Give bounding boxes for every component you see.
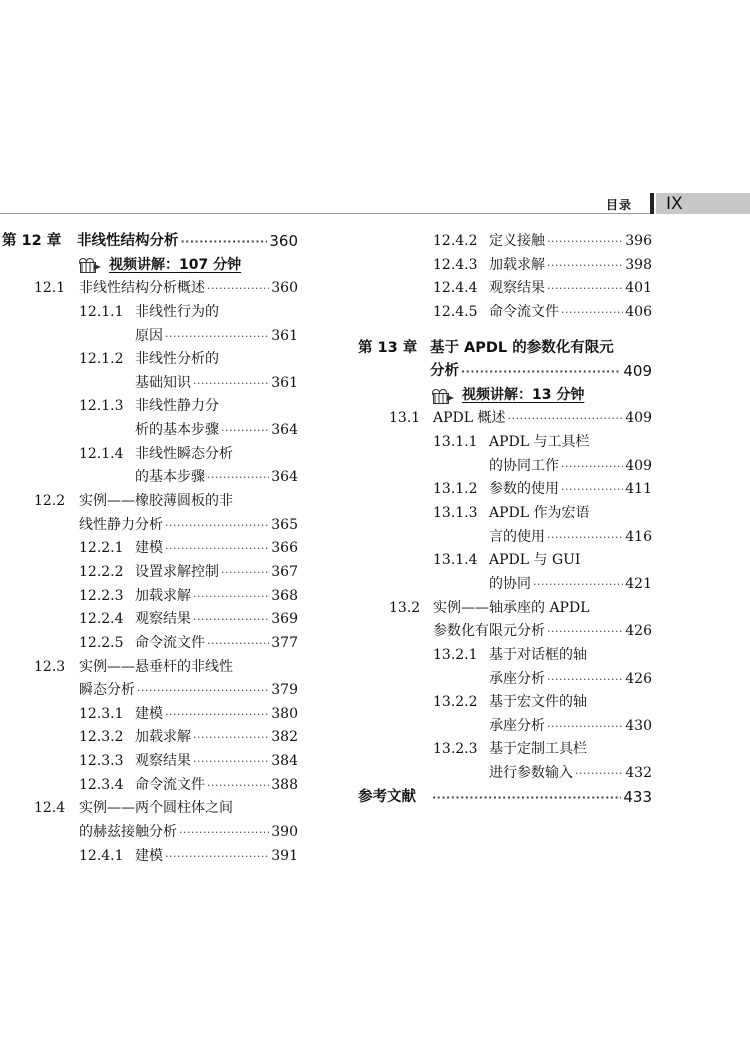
toc-number: 13.2 <box>389 599 421 616</box>
toc-title: 实例——两个圆柱体之间 <box>79 800 233 817</box>
toc-number: 12.4.4 <box>433 280 478 297</box>
toc-entry-sub <box>356 691 654 715</box>
toc-page-number: 388 <box>271 776 298 793</box>
toc-leader-dots <box>193 726 269 750</box>
toc-leader-dots <box>547 277 623 301</box>
toc-page-number: 398 <box>625 256 652 273</box>
toc-title: 非线性分析的 <box>135 351 219 368</box>
toc-leader-dots <box>193 750 269 774</box>
toc-page-number: 380 <box>271 705 298 722</box>
toc-entry-sub <box>0 608 300 632</box>
toc-page-number: 426 <box>625 670 652 687</box>
toc-title: 的协同工作 <box>489 457 559 474</box>
toc-title: 原因 <box>135 327 163 344</box>
toc-number: 13.2.2 <box>433 694 478 711</box>
toc-page-number: 365 <box>271 516 298 533</box>
toc-title: 非线性结构分析概述 <box>79 280 205 297</box>
toc-entry-sub <box>356 431 654 455</box>
toc-entry-cont <box>0 466 300 490</box>
toc-page-number: 421 <box>625 575 652 592</box>
toc-entry-sub <box>356 478 654 502</box>
toc-page-number: 364 <box>271 469 298 486</box>
toc-page-number: 432 <box>625 765 652 782</box>
toc-entry-sub <box>0 443 300 467</box>
toc-entry-sub <box>0 301 300 325</box>
toc-entry-cont <box>356 668 654 692</box>
toc-number: 12.4 <box>34 800 66 817</box>
toc-leader-dots <box>181 230 268 254</box>
toc-title: APDL 作为宏语 <box>489 505 590 522</box>
toc-number: 12.2.3 <box>79 587 124 604</box>
toc-leader-dots <box>207 774 269 798</box>
toc-leader-dots <box>193 608 269 632</box>
toc-title: 析的基本步骤 <box>135 422 219 439</box>
toc-entry-cont <box>356 526 654 550</box>
toc-leader-dots <box>561 455 623 479</box>
toc-number: 13.1 <box>389 410 421 427</box>
toc-number: 12.1.2 <box>79 351 124 368</box>
toc-entry-section <box>0 490 300 514</box>
toc-title: 实例——橡胶薄圆板的非 <box>79 493 233 510</box>
toc-number: 参考文献 <box>358 788 416 805</box>
toc-entry-sub <box>356 301 654 325</box>
toc-number: 13.1.3 <box>433 505 478 522</box>
toc-number: 12.4.5 <box>433 303 478 320</box>
toc-entry-cont <box>356 455 654 479</box>
header-rule <box>0 213 654 214</box>
toc-number: 12.1.1 <box>79 303 124 320</box>
toc-leader-dots <box>207 466 269 490</box>
toc-entry-chapter-cont <box>356 360 654 384</box>
toc-number: 13.1.1 <box>433 434 478 451</box>
toc-title: 言的使用 <box>489 528 545 545</box>
toc-page-number: 369 <box>271 611 298 628</box>
toc-title: 观察结果 <box>489 280 545 297</box>
toc-leader-dots <box>193 585 269 609</box>
toc-entry-sub <box>0 585 300 609</box>
toc-number: 12.4.3 <box>433 256 478 273</box>
toc-title: 基于 APDL 的参数化有限元 <box>430 339 614 356</box>
toc-number: 13.1.4 <box>433 552 478 569</box>
toc-number: 12.3.2 <box>79 729 124 746</box>
toc-leader-dots <box>547 254 623 278</box>
toc-number: 12.2.4 <box>79 611 124 628</box>
toc-leader-dots <box>207 632 269 656</box>
page-number: IX <box>666 194 683 214</box>
toc-page-number: 361 <box>271 327 298 344</box>
toc-entry-section <box>356 407 654 431</box>
toc-leader-dots <box>547 668 623 692</box>
toc-title: 基于对话框的轴 <box>489 646 587 663</box>
toc-entry-video <box>0 254 300 278</box>
toc-entry-sub <box>0 774 300 798</box>
toc-title: 命令流文件 <box>135 776 205 793</box>
toc-page-number: 396 <box>625 233 652 249</box>
toc-number: 第 13 章 <box>358 339 418 356</box>
toc-leader-dots <box>461 360 621 384</box>
toc-title: 参数的使用 <box>489 481 559 498</box>
toc-entry-section <box>0 797 300 821</box>
toc-right-column <box>356 230 654 809</box>
toc-title: APDL 与工具栏 <box>489 434 590 451</box>
toc-leader-dots <box>533 573 623 597</box>
toc-page-number: 360 <box>269 232 298 250</box>
toc-entry-chapter <box>356 337 654 361</box>
toc-title: 非线性静力分 <box>135 398 219 415</box>
toc-title: 命令流文件 <box>135 634 205 651</box>
toc-entry-section-cont <box>0 821 300 845</box>
toc-entry-sub <box>356 502 654 526</box>
toc-title: 命令流文件 <box>489 303 559 320</box>
toc-leader-dots <box>575 762 623 786</box>
toc-title: 加载求解 <box>135 729 191 746</box>
toc-number: 12.3.4 <box>79 776 124 793</box>
toc-title: 进行参数输入 <box>489 765 573 782</box>
toc-leader-dots <box>547 230 623 254</box>
toc-page-number: 409 <box>625 410 652 427</box>
toc-leader-dots <box>207 277 269 301</box>
toc-title: 承座分析 <box>489 670 545 687</box>
toc-number: 12.3 <box>34 658 66 675</box>
toc-number: 12.1.4 <box>79 445 124 462</box>
toc-entry-cont <box>356 715 654 739</box>
toc-leader-dots <box>165 514 269 538</box>
toc-title: 实例——悬垂杆的非线性 <box>79 658 233 675</box>
toc-page-number: 367 <box>271 563 298 580</box>
toc-title: 设置求解控制 <box>135 563 219 580</box>
toc-entry-sub <box>0 750 300 774</box>
toc-page-number: 401 <box>625 280 652 297</box>
toc-entry-chapter <box>0 230 300 254</box>
toc-page-number: 361 <box>271 374 298 391</box>
toc-entry-sub <box>356 230 654 254</box>
toc-title: 实例——轴承座的 APDL <box>433 599 590 616</box>
toc-page-number: 368 <box>271 587 298 604</box>
toc-number: 12.4.2 <box>433 233 478 249</box>
toc-entry-sub <box>0 726 300 750</box>
toc-title: 基础知识 <box>135 374 191 391</box>
toc-page-number: 411 <box>625 481 652 498</box>
toc-title: 基于定制工具栏 <box>489 741 587 758</box>
toc-leader-dots <box>547 526 623 550</box>
toc-page-number: 364 <box>271 422 298 439</box>
toc-title: 的协同 <box>489 575 531 592</box>
toc-title: 非线性行为的 <box>135 303 219 320</box>
toc-title: 的赫兹接触分析 <box>79 824 177 841</box>
toc-entry-sub <box>0 845 300 869</box>
toc-number: 13.2.3 <box>433 741 478 758</box>
toc-entry-chapter <box>356 786 654 810</box>
toc-gap <box>356 325 654 337</box>
toc-entry-section-cont <box>0 679 300 703</box>
toc-leader-dots <box>137 679 269 703</box>
toc-number: 13.1.2 <box>433 481 478 498</box>
toc-title: 非线性结构分析 <box>77 233 179 249</box>
toc-number: 12.1.3 <box>79 398 124 415</box>
toc-entry-section <box>0 277 300 301</box>
toc-number: 12.2.1 <box>79 540 124 557</box>
toc-page-number: 406 <box>625 303 652 320</box>
toc-page-number: 391 <box>271 847 298 864</box>
toc-entry-section <box>356 597 654 621</box>
toc-leader-dots <box>547 715 623 739</box>
toc-number: 12.2 <box>34 493 66 510</box>
toc-title: 的基本步骤 <box>135 469 205 486</box>
toc-entry-sub <box>0 395 300 419</box>
toc-number: 13.2.1 <box>433 646 478 663</box>
toc-left-column <box>0 230 300 868</box>
toc-page-number: 379 <box>271 682 298 699</box>
toc-entry-cont <box>0 372 300 396</box>
video-camera-icon <box>430 389 456 403</box>
toc-leader-dots <box>165 845 269 869</box>
toc-page-number: 360 <box>271 280 298 297</box>
toc-entry-sub <box>356 644 654 668</box>
toc-leader-dots <box>432 786 621 810</box>
toc-leader-dots <box>547 620 623 644</box>
toc-entry-sub <box>356 277 654 301</box>
toc-entry-cont <box>356 762 654 786</box>
toc-title: 建模 <box>135 847 163 864</box>
toc-leader-dots <box>165 537 269 561</box>
toc-title: 分析 <box>430 363 459 380</box>
toc-entry-sub <box>0 537 300 561</box>
toc-page-number: 382 <box>271 729 298 746</box>
toc-entry-sub <box>0 561 300 585</box>
toc-page-number: 433 <box>623 787 652 806</box>
toc-entry-sub <box>356 549 654 573</box>
toc-title: 建模 <box>135 540 163 557</box>
toc-entry-sub <box>0 703 300 727</box>
toc-leader-dots <box>179 821 269 845</box>
toc-title: 加载求解 <box>489 256 545 273</box>
toc-entry-sub <box>0 632 300 656</box>
toc-entry-cont <box>0 325 300 349</box>
running-title: 目录 <box>606 198 633 212</box>
toc-title: 加载求解 <box>135 587 191 604</box>
toc-page-number: 409 <box>623 362 652 381</box>
toc-page-number: 430 <box>625 717 652 734</box>
toc-leader-dots <box>508 407 624 431</box>
toc-leader-dots <box>561 478 623 502</box>
toc-entry-video <box>356 384 654 408</box>
toc-title: 瞬态分析 <box>79 682 135 699</box>
toc-title: APDL 与 GUI <box>489 552 581 569</box>
toc-leader-dots <box>221 561 269 585</box>
toc-title: 定义接触 <box>489 233 545 249</box>
toc-title: 承座分析 <box>489 717 545 734</box>
toc-page-number: 390 <box>271 824 298 841</box>
toc-page-number: 416 <box>625 528 652 545</box>
toc-number: 12.2.2 <box>79 563 124 580</box>
toc-title: 观察结果 <box>135 611 191 628</box>
toc-number: 12.2.5 <box>79 634 124 651</box>
toc-leader-dots <box>165 703 269 727</box>
toc-title: APDL 概述 <box>433 410 506 427</box>
toc-title: 观察结果 <box>135 753 191 770</box>
toc-title: 基于宏文件的轴 <box>489 694 587 711</box>
toc-number: 12.3.3 <box>79 753 124 770</box>
video-camera-icon <box>77 258 103 272</box>
toc-leader-dots <box>221 419 269 443</box>
toc-number: 12.4.1 <box>79 847 124 864</box>
toc-leader-dots <box>561 301 623 325</box>
toc-entry-cont <box>0 419 300 443</box>
toc-number: 12.1 <box>34 280 66 297</box>
toc-page-number: 366 <box>271 540 298 557</box>
toc-entry-sub <box>356 254 654 278</box>
toc-entry-section-cont <box>356 620 654 644</box>
toc-title: 非线性瞬态分析 <box>135 445 233 462</box>
toc-number: 第 12 章 <box>2 233 62 249</box>
toc-entry-sub <box>0 348 300 372</box>
toc-entry-section-cont <box>0 514 300 538</box>
toc-page-number: 409 <box>625 457 652 474</box>
toc-entry-sub <box>356 738 654 762</box>
toc-title: 线性静力分析 <box>79 516 163 533</box>
toc-page-number: 377 <box>271 634 298 651</box>
toc-entry-section <box>0 656 300 680</box>
toc-page-number: 384 <box>271 753 298 770</box>
toc-entry-cont <box>356 573 654 597</box>
toc-leader-dots <box>165 325 269 349</box>
toc-number: 12.3.1 <box>79 705 124 722</box>
toc-page-number: 426 <box>625 623 652 640</box>
header-bar-dark <box>650 193 654 214</box>
toc-title: 建模 <box>135 705 163 722</box>
video-lecture-label: 视频讲解：13 分钟 <box>462 386 585 403</box>
toc-leader-dots <box>193 372 269 396</box>
video-lecture-label: 视频讲解：107 分钟 <box>109 256 242 273</box>
toc-title: 参数化有限元分析 <box>433 623 545 640</box>
